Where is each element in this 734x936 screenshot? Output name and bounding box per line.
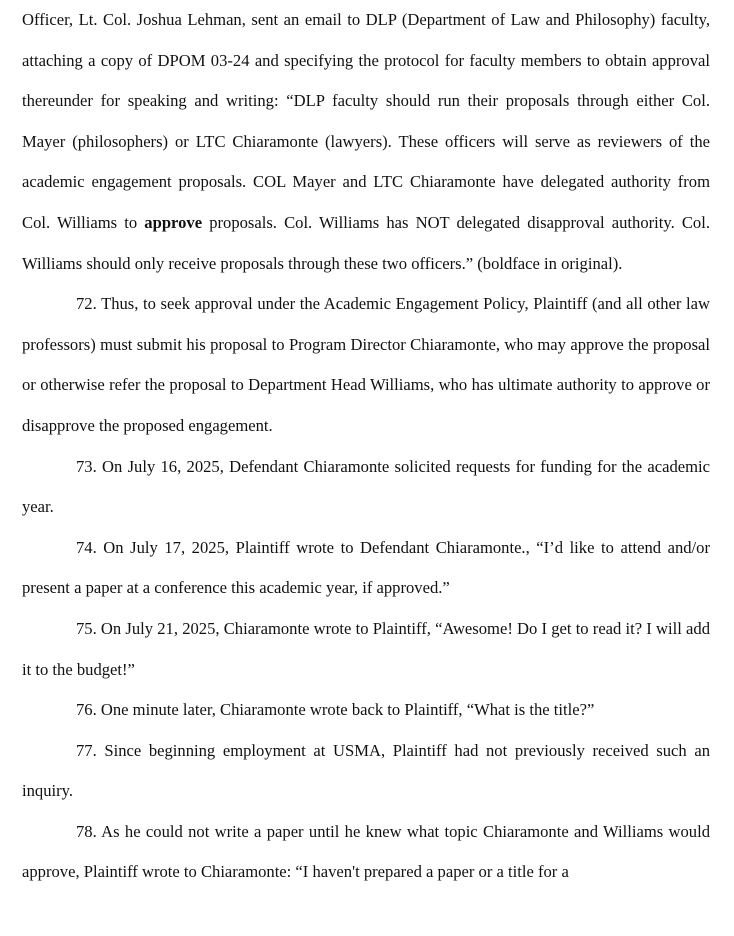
- paragraph-77: 77. Since beginning employment at USMA, Plaintiff had not previously received such an inquiry.: [22, 740, 710, 801]
- paragraph-76: 76. One minute later, Chiaramonte wrote back to Plaintiff, “What is the title?”: [76, 700, 595, 720]
- paragraph-74: 74. On July 17, 2025, Plaintiff wrote to Defendant Chiaramonte., “I’d like to attend and/or present a paper at a conference this academic year, if approved.”: [22, 537, 710, 598]
- paragraph-75: 75. On July 21, 2025, Chiaramonte wrote to Plaintiff, “Awesome! Do I get to read it? I will add it to the budget!”: [22, 618, 710, 679]
- paragraph-72: 72. Thus, to seek approval under the Academic Engagement Policy, Plaintiff (and all other law professors) must submit his proposal to Program Director Chiaramonte, who may approve the proposal or otherwise refer the proposal to Department Head Williams, who has ultimate authority to approve or disapprove the proposed engagement.: [22, 294, 710, 435]
- paragraph-78: 78. As he could not write a paper until he knew what topic Chiaramonte and Williams would approve, Plaintiff wrote to Chiaramonte: “I haven't prepared a paper or a title for a: [22, 821, 710, 882]
- document-page: [22, 0, 710, 893]
- paragraph-73: 73. On July 16, 2025, Defendant Chiaramonte solicited requests for funding for the academic year.: [22, 456, 710, 517]
- bold-approve: approve: [144, 212, 203, 232]
- continuation-paragraph: [22, 0, 710, 284]
- continuation-text-start: Officer, Lt. Col. Joshua Lehman, sent an email to DLP (Department of Law and Philosophy) faculty, attaching a copy of DPOM 03-24 and specifying the protocol for faculty members to obtain approval thereunder for speaking and writing: “DLP faculty should run their proposals through either Col. Mayer (philosophers) or LTC Chiaramonte (lawyers). These officers will serve as reviewers of the academic engagement proposals. COL Mayer and LTC Chiaramonte have delegated authority from Col. Williams to: [22, 10, 710, 232]
- continuation-text-end: proposals. Col. Williams has NOT delegated disapproval authority. Col. Williams should only receive proposals through these two officers.” (boldface in original).: [22, 212, 710, 273]
